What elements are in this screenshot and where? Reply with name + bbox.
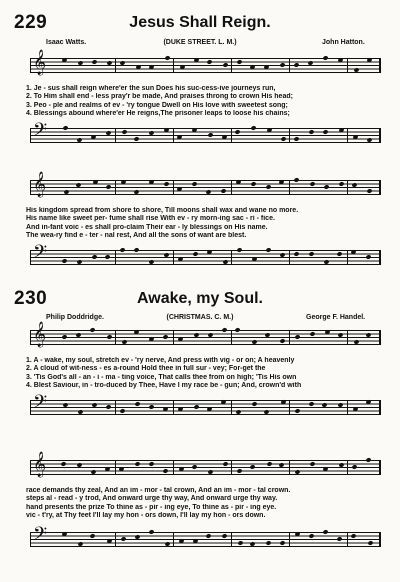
note-head — [324, 260, 330, 265]
bar-line — [173, 180, 174, 195]
note-head — [134, 329, 140, 334]
verse-line: 4. Blest Saviour, in - tro-duced by Thee, Have I my race be - gun; And, crown'd with — [26, 382, 302, 390]
note-head — [149, 336, 155, 341]
note-head — [105, 466, 111, 471]
note-head — [206, 190, 212, 195]
bar-line — [231, 400, 232, 415]
note-head — [133, 136, 139, 141]
note-head — [135, 535, 141, 540]
bar-line — [173, 532, 174, 547]
hymn-title: Awake, my Soul. — [137, 290, 263, 307]
note-head — [177, 256, 183, 261]
note-head — [149, 179, 155, 184]
note-head — [207, 470, 213, 475]
note-head — [163, 181, 169, 186]
note-head — [353, 68, 359, 73]
note-head — [163, 253, 169, 258]
note-head — [336, 536, 342, 541]
bass-staff — [30, 242, 381, 267]
note-head — [280, 338, 286, 343]
bar-line — [115, 128, 116, 143]
verse-block — [26, 207, 386, 241]
treble-staff — [30, 50, 381, 75]
note-head — [149, 131, 155, 136]
note-head — [77, 260, 83, 265]
note-head — [105, 404, 111, 409]
note-head — [107, 61, 113, 66]
note-head — [121, 536, 127, 541]
hymn-composer: John Hatton. — [322, 39, 365, 46]
note-head — [279, 62, 285, 67]
note-head — [61, 258, 67, 263]
bar-line — [289, 250, 290, 265]
hymn-number: 229 — [14, 12, 48, 33]
note-head — [351, 533, 357, 538]
note-head — [192, 538, 198, 543]
bar-line — [115, 250, 116, 265]
note-head — [207, 132, 213, 137]
note-head — [193, 333, 199, 338]
note-head — [366, 188, 372, 193]
bar-line — [115, 330, 116, 345]
verse-line: His kingdom spread from shore to shore, Till moons shall wax and wane no more. — [26, 207, 299, 214]
note-head — [293, 136, 299, 141]
note-head — [250, 64, 256, 69]
note-head — [78, 542, 84, 547]
note-head — [264, 333, 270, 338]
note-head — [322, 403, 328, 408]
verse-line: 1. Je - sus shall reign where'er the sun Does his suc-cess-ive journeys run, — [26, 85, 276, 92]
verse-line: 2. To Him shall end - less pray'r be made, And praises throng to crown His head; — [26, 93, 293, 101]
bar-line — [115, 460, 116, 475]
bar-line — [115, 400, 116, 415]
bar-line — [347, 532, 348, 547]
note-head — [236, 410, 242, 415]
note-head — [106, 334, 112, 339]
note-head — [194, 404, 200, 409]
note-head — [163, 334, 169, 339]
note-head — [266, 540, 272, 545]
bar-line — [347, 460, 348, 475]
note-head — [62, 334, 68, 339]
note-head — [251, 256, 257, 261]
note-head — [368, 540, 374, 545]
note-head — [76, 138, 82, 143]
note-head — [295, 531, 301, 536]
verse-block — [26, 85, 386, 119]
note-head — [78, 61, 84, 66]
note-head — [163, 406, 169, 411]
bass-staff — [30, 524, 381, 549]
bar-line — [231, 250, 232, 265]
bar-line — [289, 180, 290, 195]
note-head — [264, 410, 270, 415]
verse-line: 1. A - wake, my soul, stretch ev - 'ry nerve, And press with vig - or on; A heavenly — [26, 357, 295, 364]
hymn-author: Philip Doddridge. — [46, 314, 104, 321]
verse-line: His name like sweet per- fume shall rise With ev - ry morn-ing sac - ri - fice. — [26, 215, 275, 223]
note-head — [250, 125, 256, 130]
note-head — [76, 463, 82, 468]
bar-line — [289, 460, 290, 475]
note-head — [206, 59, 212, 64]
note-head — [294, 177, 300, 182]
bass-staff — [30, 120, 381, 145]
verse-line: 3. 'Tis God's all - an - i - ma - ting voice, That calls thee from on high; 'Tis His own — [26, 373, 297, 381]
note-head — [353, 340, 359, 345]
treble-clef-icon: 𝄞 — [33, 172, 47, 197]
note-head — [223, 260, 229, 265]
note-head — [310, 331, 316, 336]
note-head — [121, 129, 127, 134]
note-head — [91, 470, 97, 475]
bar-line — [173, 460, 174, 475]
bar-line — [115, 180, 116, 195]
note-head — [265, 247, 271, 252]
note-head — [63, 190, 69, 195]
note-head — [237, 247, 243, 252]
note-head — [310, 181, 316, 186]
note-head — [92, 179, 98, 184]
bar-line — [347, 180, 348, 195]
bar-line — [289, 58, 290, 73]
bar-line — [173, 400, 174, 415]
verse-line: hand presents the prize To thine as - pir - ing eye, To thine as - pir - ing eye. — [26, 503, 277, 511]
note-head — [308, 129, 314, 134]
note-head — [120, 61, 126, 66]
note-head — [266, 184, 272, 189]
note-head — [119, 466, 125, 471]
note-head — [280, 540, 286, 545]
bar-line — [347, 58, 348, 73]
note-head — [61, 531, 67, 536]
bar-line — [289, 400, 290, 415]
note-head — [310, 461, 316, 466]
note-head — [192, 181, 198, 186]
note-head — [221, 134, 227, 139]
bar-line — [115, 58, 116, 73]
note-head — [278, 179, 284, 184]
note-head — [237, 59, 243, 64]
note-head — [149, 64, 155, 69]
bar-line — [173, 58, 174, 73]
note-head — [236, 179, 242, 184]
note-head — [366, 333, 372, 338]
hymn-author: Isaac Watts. — [46, 39, 87, 46]
note-head — [322, 55, 328, 60]
note-head — [164, 55, 170, 60]
note-head — [191, 127, 197, 132]
note-head — [249, 464, 255, 469]
note-head — [191, 464, 197, 469]
note-head — [104, 254, 110, 259]
note-head — [281, 399, 287, 404]
note-head — [91, 59, 97, 64]
treble-clef-icon: 𝄞 — [33, 452, 47, 477]
hymn-tune: (DUKE STREET. L. M.) — [163, 39, 237, 46]
note-head — [294, 470, 300, 475]
note-head — [252, 401, 258, 406]
note-head — [149, 529, 155, 534]
note-head — [76, 333, 82, 338]
note-head — [77, 410, 83, 415]
note-head — [194, 57, 200, 62]
note-head — [323, 184, 329, 189]
note-head — [206, 533, 212, 538]
note-head — [351, 249, 357, 254]
bar-line — [231, 58, 232, 73]
verse-line: 3. Peo - ple and realms of ev - 'ry tongue Dwell on His love with sweetest song; — [26, 101, 288, 109]
note-head — [176, 134, 182, 139]
note-head — [149, 404, 155, 409]
bass-clef-icon: 𝄢 — [33, 120, 48, 145]
note-head — [221, 188, 227, 193]
verse-line: 4. Blessings abound where'er He reigns,The prisoner leaps to loose his chains; — [26, 110, 290, 118]
note-head — [294, 408, 300, 413]
bar-line — [289, 532, 290, 547]
note-head — [222, 327, 228, 332]
bar-line — [231, 460, 232, 475]
note-head — [60, 461, 66, 466]
bar-line — [347, 330, 348, 345]
hymn-composer: George F. Handel. — [306, 314, 366, 321]
note-head — [177, 186, 183, 191]
hymn-number: 230 — [14, 288, 48, 309]
note-head — [338, 463, 344, 468]
note-head — [352, 183, 358, 188]
note-head — [136, 64, 142, 69]
note-head — [337, 333, 343, 338]
bar-line — [173, 330, 174, 345]
note-head — [165, 542, 171, 547]
note-head — [279, 253, 285, 258]
note-head — [366, 138, 372, 143]
note-head — [134, 247, 140, 252]
verse-line: 2. A cloud of wit-ness - es a-round Hold thee in full sur - vey; For-get the — [26, 365, 266, 373]
note-head — [162, 468, 168, 473]
note-head — [75, 183, 81, 188]
note-head — [339, 181, 345, 186]
note-head — [179, 64, 185, 69]
note-head — [149, 461, 155, 466]
note-head — [251, 181, 257, 186]
note-head — [193, 251, 199, 256]
note-head — [352, 134, 358, 139]
note-head — [134, 401, 140, 406]
bass-clef-icon: 𝄢 — [33, 392, 48, 417]
verse-line: vic - t'ry, at Thy feet I'll lay my hon - ors down, I'll lay my hon - ors down. — [26, 512, 266, 520]
note-head — [251, 340, 257, 345]
note-head — [90, 533, 96, 538]
note-head — [336, 251, 342, 256]
verse-line: race demands thy zeal, And an im - mor - tal crown, And an im - mor - tal crown. — [26, 487, 291, 494]
note-head — [294, 251, 300, 256]
bar-line — [231, 180, 232, 195]
bar-line — [231, 532, 232, 547]
note-head — [206, 406, 212, 411]
note-head — [293, 62, 299, 67]
note-head — [106, 131, 112, 136]
note-head — [266, 461, 272, 466]
note-head — [322, 466, 328, 471]
note-head — [120, 408, 126, 413]
note-head — [280, 136, 286, 141]
note-head — [264, 64, 270, 69]
note-head — [266, 127, 272, 132]
note-head — [323, 129, 329, 134]
treble-staff — [30, 172, 381, 197]
note-head — [366, 254, 372, 259]
note-head — [221, 399, 227, 404]
note-head — [62, 125, 68, 130]
note-head — [164, 127, 170, 132]
treble-staff — [30, 322, 381, 347]
verse-line: And in-fant voic - es shall pro-claim Their ear - ly blessings on His name. — [26, 223, 268, 231]
note-head — [338, 403, 344, 408]
bar-line — [173, 250, 174, 265]
note-head — [235, 129, 241, 134]
hymn-tune: (CHRISTMAS. C. M.) — [166, 314, 234, 321]
note-head — [91, 254, 97, 259]
bar-line — [347, 250, 348, 265]
verse-block — [26, 357, 386, 391]
hymn-title: Jesus Shall Reign. — [129, 14, 271, 31]
note-head — [308, 251, 314, 256]
note-head — [207, 249, 213, 254]
note-head — [63, 403, 69, 408]
note-head — [338, 127, 344, 132]
note-head — [323, 529, 329, 534]
note-head — [178, 538, 184, 543]
note-head — [222, 62, 228, 67]
note-head — [121, 340, 127, 345]
treble-staff — [30, 452, 381, 477]
note-head — [237, 540, 243, 545]
note-head — [133, 190, 139, 195]
note-head — [119, 247, 125, 252]
note-head — [178, 466, 184, 471]
treble-clef-icon: 𝄞 — [33, 322, 47, 347]
note-head — [107, 538, 113, 543]
verse-line: The wea-ry find e - ter - nal rest, And all the sons of want are blest. — [26, 232, 247, 240]
note-head — [177, 336, 183, 341]
bar-line — [231, 128, 232, 143]
verse-line: steps al - read - y trod, And onward urge thy way, And onward urge thy way. — [26, 495, 278, 503]
note-head — [308, 533, 314, 538]
bar-line — [231, 330, 232, 345]
note-head — [352, 406, 358, 411]
note-head — [61, 57, 67, 62]
note-head — [208, 333, 214, 338]
note-head — [308, 401, 314, 406]
verse-block — [26, 487, 386, 521]
note-head — [351, 464, 357, 469]
bar-line — [115, 532, 116, 547]
note-head — [120, 179, 126, 184]
bass-clef-icon: 𝄢 — [33, 242, 48, 267]
note-head — [294, 334, 300, 339]
bass-staff — [30, 392, 381, 417]
note-head — [236, 468, 242, 473]
bar-line — [289, 128, 290, 143]
bar-line — [347, 128, 348, 143]
note-head — [178, 406, 184, 411]
note-head — [105, 184, 111, 189]
note-head — [223, 461, 229, 466]
note-head — [324, 329, 330, 334]
note-head — [235, 327, 241, 332]
note-head — [134, 461, 140, 466]
bar-line — [173, 128, 174, 143]
note-head — [279, 463, 285, 468]
note-head — [365, 399, 371, 404]
note-head — [249, 542, 255, 547]
note-head — [367, 57, 373, 62]
note-head — [90, 134, 96, 139]
note-head — [365, 457, 371, 462]
note-head — [307, 61, 313, 66]
treble-clef-icon: 𝄞 — [33, 50, 47, 75]
bar-line — [347, 400, 348, 415]
note-head — [92, 403, 98, 408]
note-head — [222, 533, 228, 538]
note-head — [149, 260, 155, 265]
note-head — [337, 57, 343, 62]
note-head — [90, 327, 96, 332]
bar-line — [289, 330, 290, 345]
bass-clef-icon: 𝄢 — [33, 524, 48, 549]
